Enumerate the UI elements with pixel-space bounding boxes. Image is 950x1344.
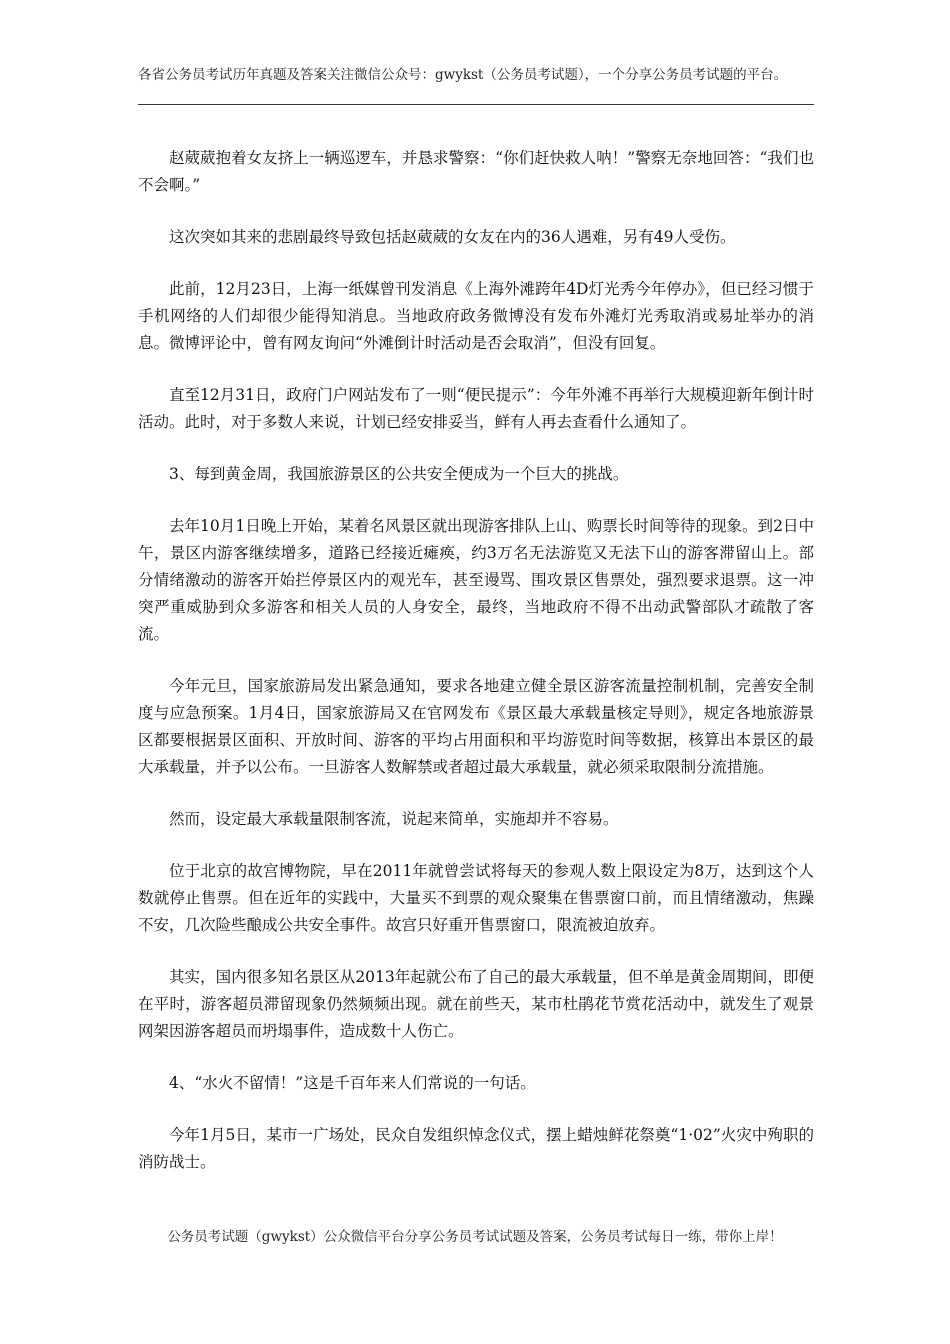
paragraph: 赵葳葳抱着女友挤上一辆巡逻车，并恳求警察：“你们赶快救人呐！”警察无奈地回答：“我们也不会啊。” xyxy=(138,149,814,194)
paragraph: 此前，12月23日，上海一纸媒曾刊发消息《上海外滩跨年4D灯光秀今年停办》，但已经习惯于手机网络的人们却很少能得知消息。当地政府政务微博没有发布外滩灯光秀取消或易址举办的消息。微博评论中，曾有网友询问“外滩倒计时活动是否会取消”，但没有回复。 xyxy=(138,280,814,352)
header-divider xyxy=(138,104,814,105)
page-footer: 公务员考试题（gwykst）公众微信平台分享公务员考试试题及答案，公务员考试每日一练，带你上岸！ xyxy=(167,1229,783,1245)
paragraph: 位于北京的故宫博物院，早在2011年就曾尝试将每天的参观人数上限设定为8万，达到这个人数就停止售票。但在近年的实践中，大量买不到票的观众聚集在售票窗口前，而且情绪激动，焦躁不安，几次险些酿成公共安全事件。故宫只好重开售票窗口，限流被迫放弃。 xyxy=(138,862,814,934)
document-body xyxy=(138,145,814,1201)
paragraph: 然而，设定最大承载量限制客流，说起来简单，实施却并不容易。 xyxy=(169,810,619,828)
section-heading-4: 4、“水火不留情！”这是千百年来人们常说的一句话。 xyxy=(169,1074,536,1092)
paragraph: 去年10月1日晚上开始，某着名风景区就出现游客排队上山、购票长时间等待的现象。到2日中午，景区内游客继续增多，道路已经接近瘫痪，约3万名无法游览又无法下山的游客滞留山上。部分情绪激动的游客开始拦停景区内的观光车，甚至谩骂、围攻景区售票处，强烈要求退票。这一冲突严重威胁到众多游客和相关人员的人身安全，最终，当地政府不得不出动武警部队才疏散了客流。 xyxy=(138,517,814,643)
paragraph: 这次突如其来的悲剧最终导致包括赵葳葳的女友在内的36人遇难，另有49人受伤。 xyxy=(169,228,736,246)
section-heading-3: 3、每到黄金周，我国旅游景区的公共安全便成为一个巨大的挑战。 xyxy=(169,465,629,483)
paragraph: 直至12月31日，政府门户网站发布了一则“便民提示”：今年外滩不再举行大规模迎新年倒计时活动。此时，对于多数人来说，计划已经安排妥当，鲜有人再去查看什么通知了。 xyxy=(138,386,814,431)
page-header: 各省公务员考试历年真题及答案关注微信公众号：gwykst（公务员考试题），一个分享公务员考试题的平台。 xyxy=(138,67,788,83)
paragraph: 今年1月5日，某市一广场处，民众自发组织悼念仪式，摆上蜡烛鲜花祭奠“1·02”火灾中殉职的消防战士。 xyxy=(138,1126,814,1171)
paragraph: 其实，国内很多知名景区从2013年起就公布了自己的最大承载量，但不单是黄金周期间，即便在平时，游客超员滞留现象仍然频频出现。就在前些天，某市杜鹃花节赏花活动中，就发生了观景网架因游客超员而坍塌事件，造成数十人伤亡。 xyxy=(138,968,814,1040)
paragraph: 今年元旦，国家旅游局发出紧急通知，要求各地建立健全景区游客流量控制机制，完善安全制度与应急预案。1月4日，国家旅游局又在官网发布《景区最大承载量核定导则》，规定各地旅游景区都要根据景区面积、开放时间、游客的平均占用面积和平均游览时间等数据，核算出本景区的最大承载量，并予以公布。一旦游客人数解禁或者超过最大承载量，就必须采取限制分流措施。 xyxy=(138,677,814,776)
